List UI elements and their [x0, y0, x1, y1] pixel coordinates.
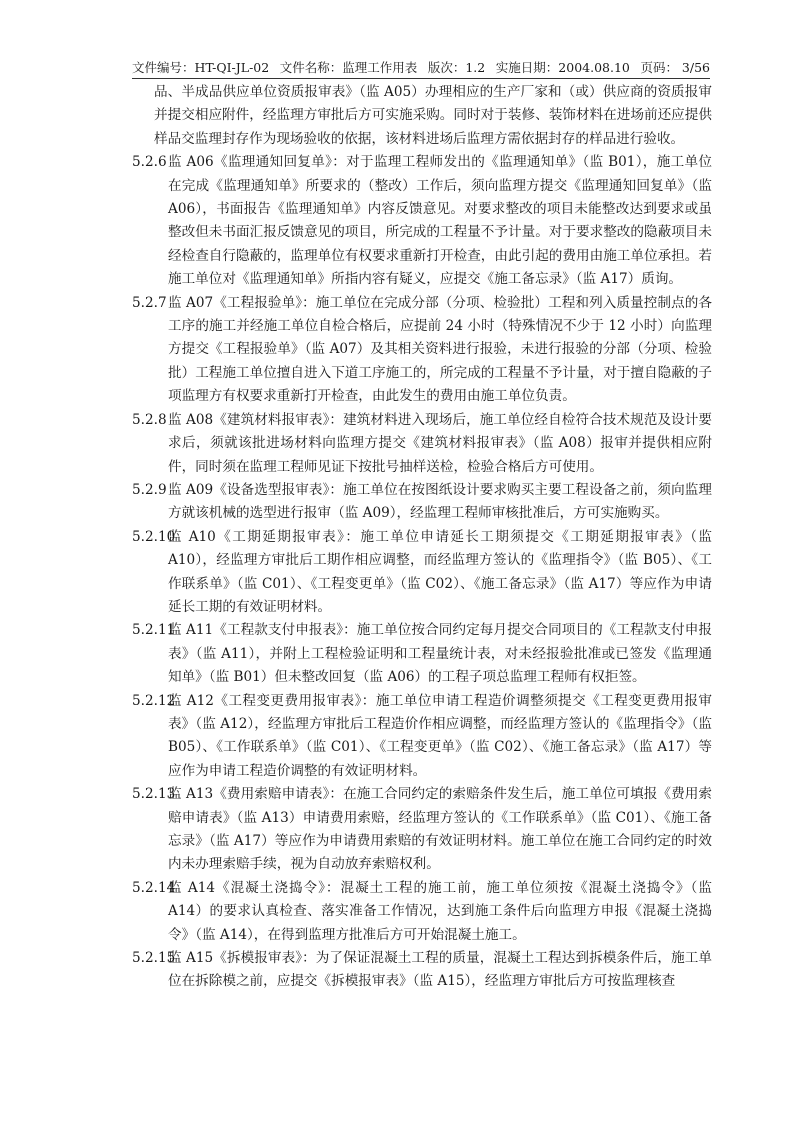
section-text: 监 A15《拆模报审表》：为了保证混凝土工程的质量，混凝土工程达到拆模条件后，施工单位在拆除模之前，应提交《拆模报审表》（监 A15），经监理方审批后方可按监理核查	[168, 950, 712, 990]
page-number: 页码： 3/56	[640, 60, 710, 75]
section-number: 5.2.9	[132, 481, 167, 498]
section-number: 5.2.14	[132, 879, 176, 896]
section-number: 5.2.7	[132, 294, 167, 311]
section-text: 监 A12《工程变更费用报审表》：施工单位申请工程造价调整须提交《工程变更费用报审表》（监 A12），经监理方审批后工程造价作相应调整，而经监理方签认的《监理指令》（监 B05）、《工作联系单》（监 C01）、《工程变更单》（监 C02）、《施工备忘录》（监 A17）等应作为申请工程造价调整的有效证明材料。	[168, 692, 712, 779]
section-number: 5.2.10	[132, 528, 176, 545]
section-5-2-15	[132, 947, 712, 994]
section-5-2-9	[132, 479, 712, 526]
section-text: 监 A09《设备选型报审表》：施工单位在按图纸设计要求购买主要工程设备之前，须向监理方就该机械的选型进行报审（监 A09），经监理工程师审核批准后，方可实施购买。	[168, 481, 712, 522]
doc-number: 文件编号：HT-QI-JL-02	[132, 60, 270, 75]
section-number: 5.2.13	[132, 786, 176, 803]
section-number: 5.2.8	[132, 411, 167, 428]
section-text: 监 A14《混凝土浇捣令》：混凝土工程的施工前，施工单位须按《混凝土浇捣令》（监 A14）的要求认真检查、落实准备工作情况，达到施工条件后向监理方申报《混凝土浇捣令》（监 A14），在得到监理方批准后方可开始混凝土施工。	[168, 879, 712, 943]
section-5-2-10	[132, 526, 712, 620]
section-text: 监 A07《工程报验单》：施工单位在完成分部（分项、检验批）工程和列入质量控制点的各工序的施工并经施工单位自检合格后，应提前 24 小时（特殊情况不少于 12 小时）向监理方提交《工程报验单》（监 A07）及其相关资料进行报验，未进行报验的分部（分项、检验批）工程施工单位擅自进入下道工序施工的，所完成的工程量不予计量，对于擅自隐蔽的子项监理方有权要求重新打开检查，由此发生的费用由施工单位负责。	[168, 294, 712, 405]
section-number: 5.2.12	[132, 692, 176, 709]
section-text: 监 A06《监理通知回复单》：对于监理工程师发出的《监理通知单》（监 B01），施工单位在完成《监理通知单》所要求的（整改）工作后，须向监理方提交《监理通知回复单》（监 A06），书面报告《监理通知单》内容反馈意见。对要求整改的项目未能整改达到要求或虽整改但未书面汇报反馈意见的项目，所完成的工程量不予计量。对于要求整改的隐蔽项目未经检查自行隐蔽的，监理单位有权要求重新打开检查，由此引起的费用由施工单位承担。若施工单位对《监理通知单》所指内容有疑义，应提交《施工备忘录》（监 A17）质询。	[168, 154, 712, 288]
section-5-2-11	[132, 619, 712, 689]
section-5-2-13	[132, 783, 712, 877]
doc-name: 文件名称：监理工作用表	[279, 60, 418, 75]
section-5-2-14	[132, 877, 712, 947]
page-header	[132, 58, 710, 79]
section-number: 5.2.6	[132, 154, 167, 171]
section-5-2-12	[132, 690, 712, 784]
section-text: 监 A11《工程款支付申报表》：施工单位按合同约定每月提交合同项目的《工程款支付申报表》（监 A11），并附上工程检验证明和工程量统计表，对未经报验批准或已签发《监理通知单》（监 B01）但未整改回复（监 A06）的工程子项总监理工程师有权拒签。	[168, 622, 712, 686]
section-number: 5.2.15	[132, 950, 176, 967]
section-text: 监 A10《工期延期报审表》：施工单位申请延长工期须提交《工期延期报审表》（监 A10），经监理方审批后工期作相应调整，而经监理方签认的《监理指令》（监 B05）、《工作联系单》（监 C01）、《工程变更单》（监 C02）、《施工备忘录》（监 A17）等应作为申请延长工期的有效证明材料。	[168, 528, 712, 615]
section-text: 监 A13《费用索赔申请表》：在施工合同约定的索赔条件发生后，施工单位可填报《费用索赔申请表》（监 A13）申请费用索赔，经监理方签认的《工作联系单》（监 C01）、《施工备忘录》（监 A17）等应作为申请费用索赔的有效证明材料。施工单位在施工合同约定的时效内未办理索赔手续，视为自动放弃索赔权利。	[168, 786, 712, 873]
section-text: 监 A08《建筑材料报审表》：建筑材料进入现场后，施工单位经自检符合技术规范及设计要求后，须就该批进场材料向监理方提交《建筑材料报审表》（监 A08）报审并提供相应附件，同时须在监理工程师见证下按批号抽样送检，检验合格后方可使用。	[168, 411, 712, 475]
section-number: 5.2.11	[132, 622, 176, 639]
section-5-2-8	[132, 409, 712, 479]
doc-version: 版次：1.2	[427, 60, 486, 75]
section-5-2-6	[132, 151, 712, 291]
document-body	[132, 81, 712, 994]
section-5-2-7	[132, 292, 712, 409]
doc-date: 实施日期：2004.08.10	[495, 60, 630, 75]
intro-continuation: 品、半成品供应单位资质报审表》（监 A05）办理相应的生产厂家和（或）供应商的资质报审并提交相应附件，经监理方审批后方可实施采购。同时对于装修、装饰材料在进场前还应提供样品交监理封存作为现场验收的依据，该材料进场后监理方需依据封存的样品进行验收。	[154, 84, 712, 147]
